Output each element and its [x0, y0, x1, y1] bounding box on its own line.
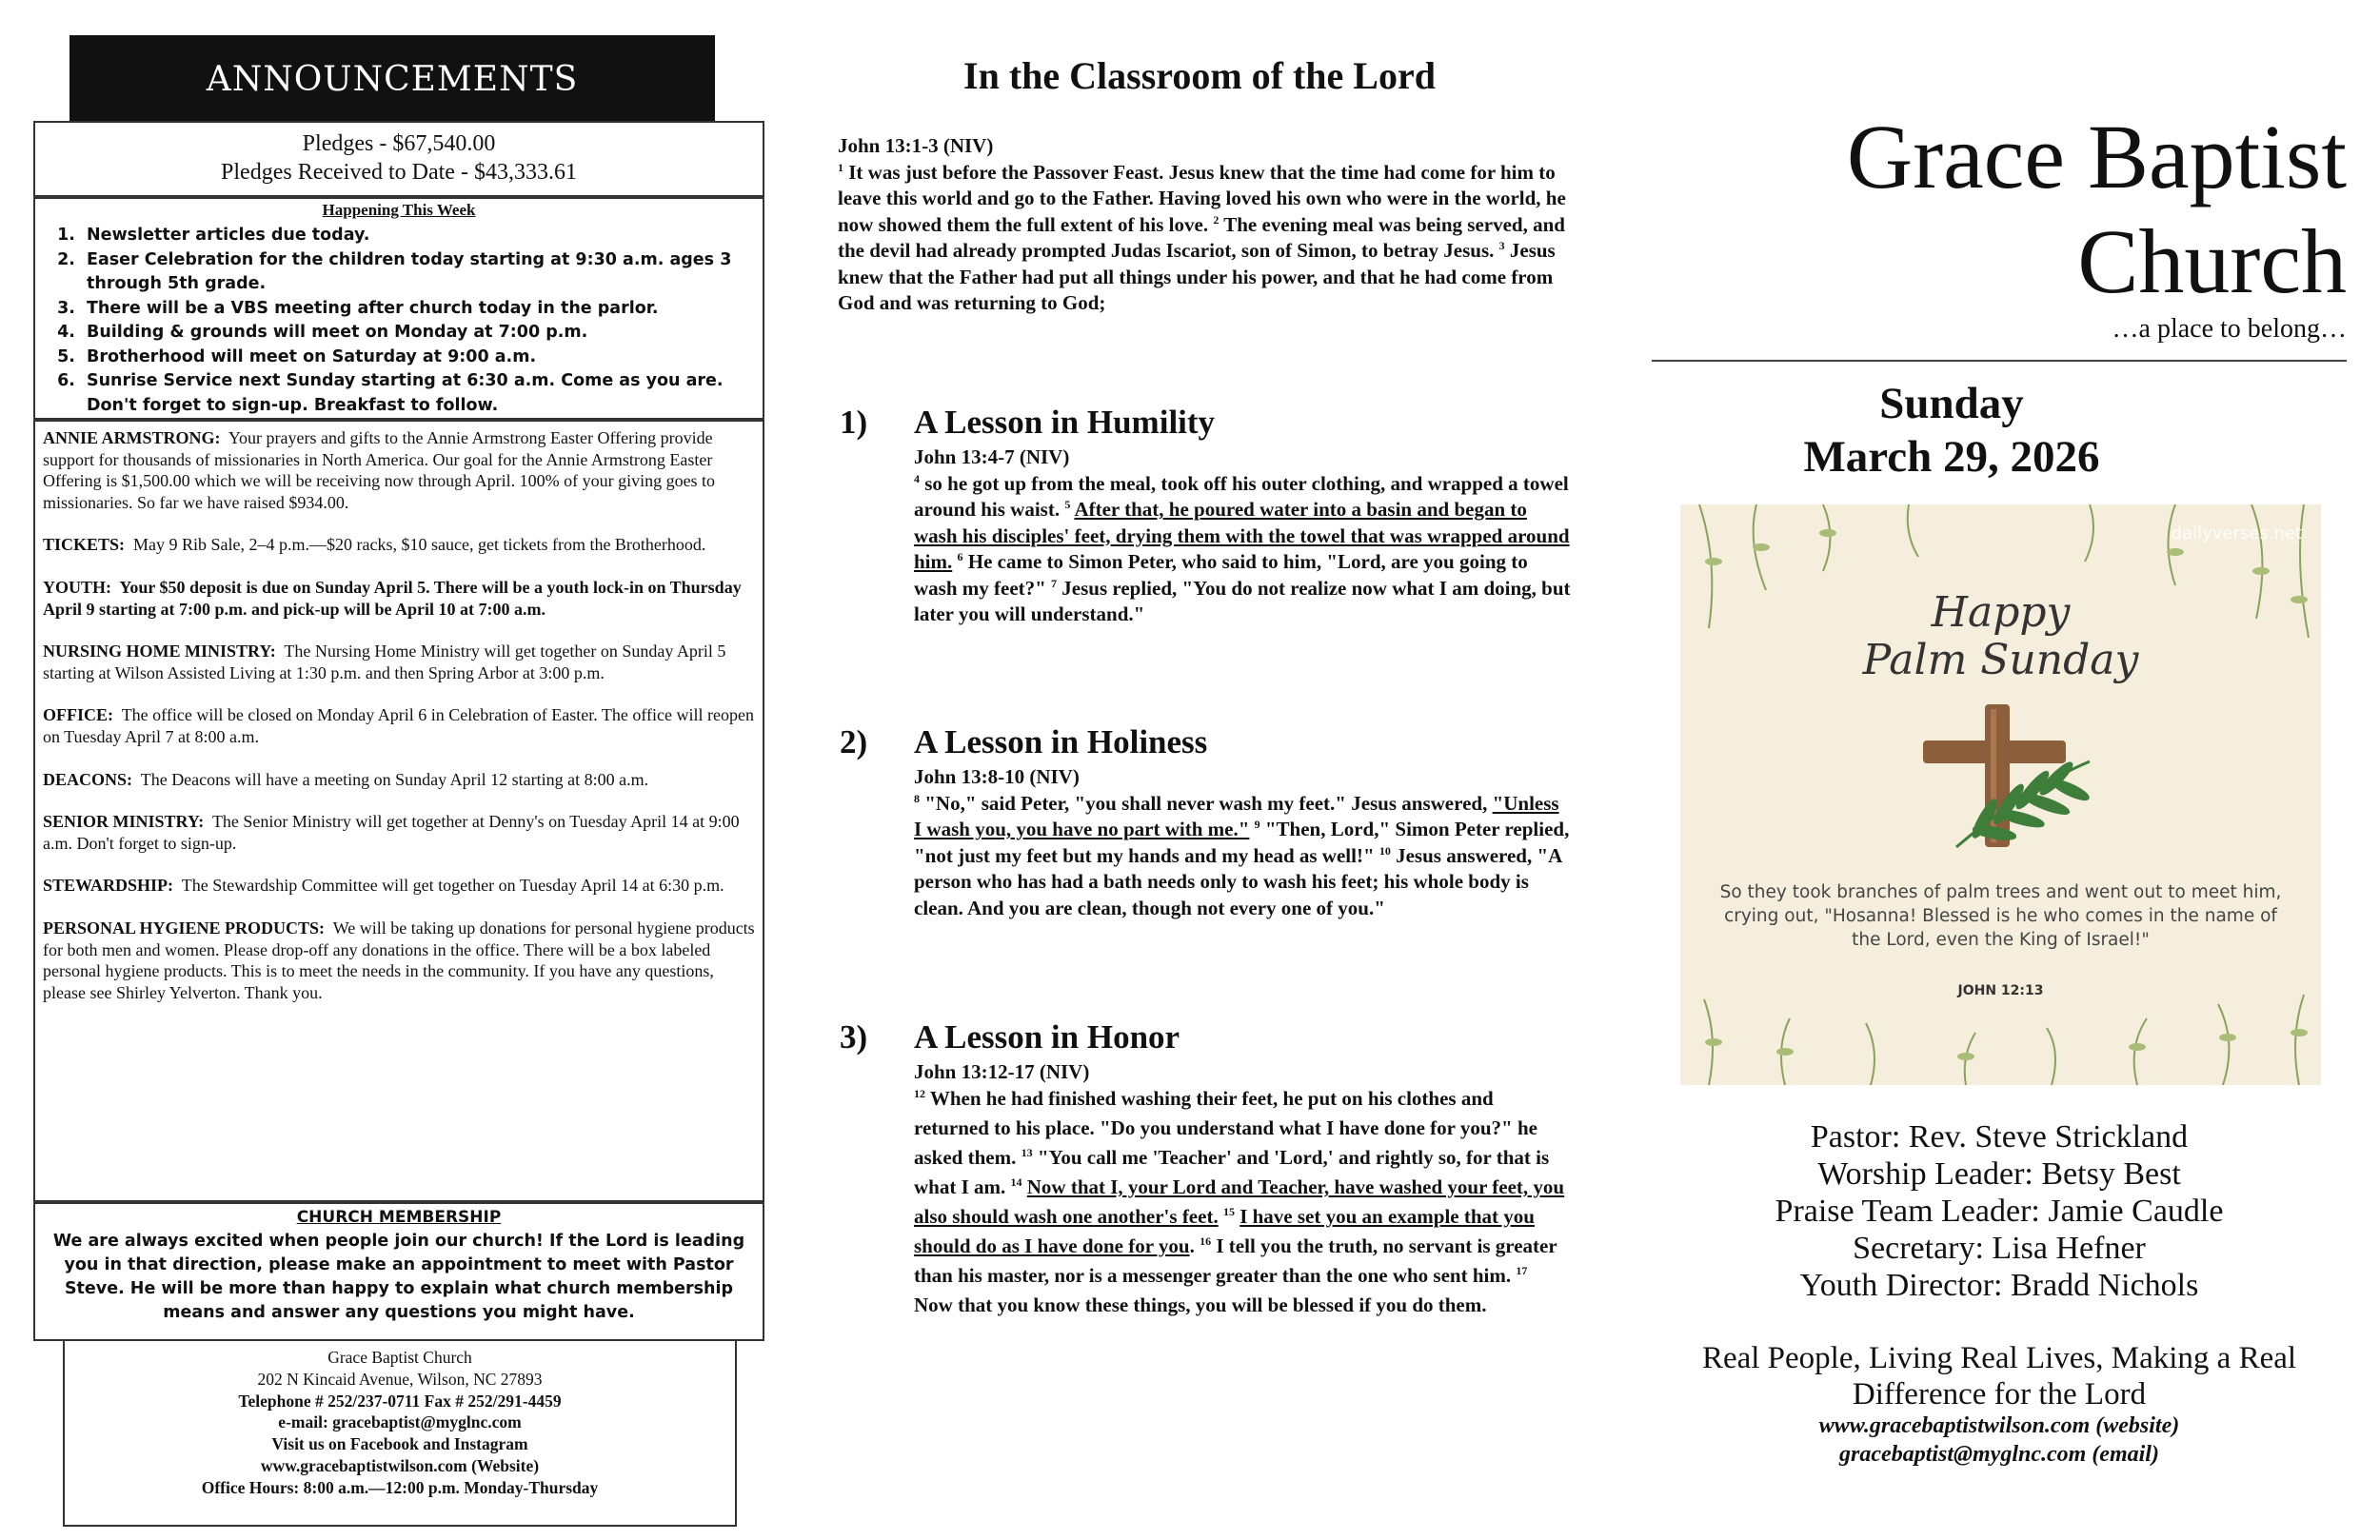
notice-tickets: [43, 534, 755, 556]
lesson-3-passage: [914, 1059, 1571, 1320]
notice-senior-ministry: [43, 811, 755, 854]
notice-text: The Stewardship Committee will get together on Tuesday April 14 at 6:30 p.m.: [181, 876, 724, 896]
notice-office: [43, 704, 755, 747]
notice-label: PERSONAL HYGIENE PRODUCTS:: [43, 918, 326, 938]
notice-label: ANNIE ARMSTRONG:: [43, 428, 221, 447]
service-date-text: March 29, 2026: [1803, 432, 2100, 482]
poster-happy: Happy: [1931, 588, 2071, 637]
notice-text: The Deacons will have a meeting on Sunday April 12 starting at 8:00 a.m.: [140, 769, 649, 789]
notice-label: TICKETS:: [43, 535, 126, 555]
lesson-1-text: $^4$ so he got up from the meal, took off his outer clothing, and wrapped a towel around his waist. $^5$ After that, he poured water into a basin and began to wash his disciples' feet, drying them with the towel that was wrapped around him. $^6$ He came to Simon Peter, who said to him, "Lord, are you going to wash my feet?" $^7$ Jesus replied, "You do not realize now what I am doing, but later you will understand.": [914, 471, 1571, 625]
notice-annie-armstrong: [43, 427, 755, 513]
notice-label: DEACONS:: [43, 769, 133, 789]
list-item: 6. Sunrise Service next Sunday starting at 6:30 a.m. Come as you are. Don't forget to sign-up. Breakfast to follow.: [81, 369, 755, 418]
lesson-2-text: $^8$ "No," said Peter, "you shall never wash my feet." Jesus answered, "Unless I wash you, you have no part with me." $^9$ "Then, Lord," Simon Peter replied, "not just my feet but my hands and my head as well!" $^{10}$ Jesus answered, "A person who has had a bath needs only to wash his feet; his whole body is clean. And you are clean, though not every one of you.": [914, 791, 1570, 919]
contact-web: [1652, 1412, 2347, 1469]
verse: "You call me 'Teacher' and 'Lord,' and rightly so, for that is what I am.: [914, 1146, 1550, 1198]
lesson-3-title: A Lesson in Honor: [914, 1018, 1180, 1056]
lesson-2-title: A Lesson in Holiness: [914, 723, 1208, 760]
membership-title: CHURCH MEMBERSHIP: [296, 1208, 502, 1227]
staff-worship-leader: Worship Leader: Betsy Best: [1817, 1156, 2181, 1192]
contact-name: Grace Baptist Church: [327, 1348, 472, 1367]
announcements-header: ANNOUNCEMENTS: [69, 35, 715, 121]
staff-praise-team-leader: Praise Team Leader: Jamie Caudle: [1775, 1194, 2224, 1229]
service-day: Sunday: [1879, 379, 2024, 428]
happening-this-week: [33, 197, 764, 420]
website-link[interactable]: www.gracebaptistwilson.com (website): [1818, 1413, 2180, 1438]
contact-address: 202 N Kincaid Avenue, Wilson, NC 27893: [257, 1369, 543, 1389]
notice-nursing-home: [43, 641, 755, 683]
verse-underlined: "Unless I wash you, you have no part with me.": [914, 791, 1559, 840]
verse: "No," said Peter, "you shall never wash my feet." Jesus answered,: [924, 791, 1488, 815]
service-date: [1652, 377, 2251, 484]
list-item: 2. Easer Celebration for the children today starting at 9:30 a.m. ages 3 through 5th grade.: [81, 248, 755, 297]
notice-text: We will be taking up donations for personal hygiene products for both men and women. Please drop-off any donations in the office. There will be a box labeled personal hygiene products. This is to meet the needs in the community. If you have any questions, please see Shirley Yelverton. Thank you.: [43, 918, 755, 1002]
poster-palm-sunday: Palm Sunday: [1862, 636, 2139, 684]
notice-label: OFFICE:: [43, 705, 113, 725]
intro-ref: John 13:1-3 (NIV): [838, 134, 994, 157]
palm-sunday-poster: [1680, 504, 2321, 1085]
happening-title: Happening This Week: [322, 201, 476, 219]
notice-label: STEWARDSHIP:: [43, 876, 174, 896]
palm-branch-icon: [1956, 760, 2090, 847]
church-name: [1847, 105, 2347, 314]
verse-underlined: I have set you an example that you should do as I have done for you: [914, 1205, 1535, 1257]
notice-deacons: [43, 769, 755, 791]
lesson-2-number: 2): [840, 723, 868, 760]
notice-stewardship: [43, 875, 755, 897]
lesson-3-text: $^{12}$ When he had finished washing their feet, he put on his clothes and returned to his place. "Do you understand what I have done for you?" he asked them. $^{13}$ "You call me 'Teacher' and 'Lord,' and rightly so, for that is what I am. $^{14}$ Now that I, your Lord and Teacher, have washed your feet, you also should wash one another's feet. $^{15}$ I have set you an example that you should do as I have done for you. $^{16}$ I tell you the truth, no servant is greater than his master, nor is a messenger greater than the one who sent him. $^{17}$ Now that you know these things, you will be blessed if you do them.: [914, 1087, 1565, 1316]
notice-text: The Nursing Home Ministry will get together on Sunday April 5 starting at Wilson Assisted Living at 1:30 p.m. and then Spring Arbor at 3:00 p.m.: [43, 642, 726, 682]
pledges-received: Pledges Received to Date - $43,333.61: [221, 160, 577, 185]
list-item: 4. Building & grounds will meet on Monday at 7:00 p.m.: [81, 321, 755, 346]
pledges-total: Pledges - $67,540.00: [302, 131, 496, 156]
verse: Jesus knew that the Father had put all things under his power, and that he had come from God and was returning to God;: [838, 239, 1556, 314]
notice-text: The office will be closed on Monday April 6 in Celebration of Easter. The office will reopen on Tuesday April 7 at 8:00 a.m.: [43, 705, 755, 746]
verse: He came to Simon Peter, who said to him, "Lord, are you going to wash my feet?": [914, 550, 1528, 600]
sermon-title: In the Classroom of the Lord: [963, 54, 1436, 97]
contact-website: www.gracebaptistwilson.com (Website): [260, 1455, 540, 1475]
verse: The evening meal was being served, and the devil had already prompted Judas Iscariot, son of Simon, to betray Jesus.: [838, 212, 1565, 262]
pledges-box: [33, 121, 764, 197]
email-link[interactable]: gracebaptist@myglnc.com (email): [1839, 1442, 2159, 1467]
lesson-3-ref: John 13:12-17 (NIV): [914, 1060, 1090, 1083]
church-membership-box: [33, 1202, 764, 1341]
lesson-2-passage: [914, 764, 1571, 921]
membership-text: We are always excited when people join our church! If the Lord is leading you in that direction, please make an appointment to meet with Pastor Steve. He will be more than happy to explain what church membership means and answer any questions you might have.: [52, 1232, 745, 1322]
notices-box: [33, 420, 764, 1202]
notice-youth: [43, 577, 755, 620]
staff-secretary: Secretary: Lisa Hefner: [1853, 1231, 2146, 1266]
divider: [1652, 360, 2347, 362]
notice-hygiene-products: [43, 918, 755, 1003]
verse: Jesus answered, "A person who has had a bath needs only to wash his feet; his whole body is clean. And you are clean, though not every one of you.": [914, 843, 1562, 919]
notice-text: Your $50 deposit is due on Sunday April 5. There will be a youth lock-in on Thursday April 9 starting at 7:00 p.m. and pick-up will be April 10 at 7:00 a.m.: [43, 577, 742, 619]
verse-underlined: Now that I, your Lord and Teacher, have washed your feet, you also should wash one another's feet.: [914, 1175, 1565, 1228]
list-item: 3. There will be a VBS meeting after church today in the parlor.: [81, 297, 755, 322]
verse: Now that you know these things, you will be blessed if you do them.: [914, 1293, 1487, 1316]
staff-pastor: Pastor: Rev. Steve Strickland: [1810, 1119, 2189, 1155]
lesson-1-title: A Lesson in Humility: [914, 404, 1216, 441]
intro-text: $^1$ It was just before the Passover Feast. Jesus knew that the time had come for him to leave this world and go to the Father. Having loved his own who were in the world, he now showed them the full extent of his love. $^2$ The evening meal was being served, and the devil had already prompted Judas Iscariot, son of Simon, to betray Jesus. $^3$ Jesus knew that the Father had put all things under his power, and that he had come from God and was returning to God;: [838, 160, 1566, 314]
verse: I tell you the truth, no servant is greater than his master, nor is a messenger greater than the one who sent him.: [914, 1234, 1557, 1287]
verse-underlined: After that, he poured water into a basin and began to wash his disciples' feet, drying them with the towel that was wrapped around him.: [914, 498, 1570, 573]
verse: When he had finished washing their feet, he put on his clothes and returned to his place. "Do you understand what I have done for you?" he asked them.: [914, 1087, 1537, 1169]
list-item: 1. Newsletter articles due today.: [81, 224, 755, 248]
lesson-2-ref: John 13:8-10 (NIV): [914, 765, 1080, 788]
church-name-line-2: Church: [2077, 210, 2347, 312]
staff-list: [1652, 1118, 2347, 1304]
lesson-1-passage: [914, 444, 1571, 628]
poster-quote: So they took branches of palm trees and went out to meet him, crying out, "Hosanna! Blessed is he who comes in the name of the Lord, even the King of Israel!": [1719, 882, 2282, 950]
verse: Jesus replied, "You do not realize now what I am doing, but later you will understand.": [914, 576, 1571, 625]
contact-email: e-mail: gracebaptist@myglnc.com: [278, 1412, 522, 1432]
tagline: …a place to belong…: [2112, 314, 2347, 344]
verse: It was just before the Passover Feast. Jesus knew that the time had come for him to leave this world and go to the Father. Having loved his own who were in the world, he now showed them the full extent of his love.: [838, 160, 1566, 236]
notice-label: SENIOR MINISTRY:: [43, 812, 205, 832]
contact-phone: Telephone # 252/237-0711 Fax # 252/291-4459: [238, 1391, 562, 1411]
notice-text: May 9 Rib Sale, 2–4 p.m.—$20 racks, $10 sauce, get tickets from the Brotherhood.: [133, 535, 706, 555]
notice-text: The Senior Ministry will get together at Denny's on Tuesday April 14 at 9:00 a.m. Don't forget to sign-up.: [43, 812, 740, 853]
contact-hours: Office Hours: 8:00 a.m.—12:00 p.m. Monday-Thursday: [201, 1477, 599, 1497]
lesson-1-ref: John 13:4-7 (NIV): [914, 445, 1070, 468]
verse: "Then, Lord," Simon Peter replied, "not just my feet but my hands and my head as well!": [914, 818, 1570, 867]
church-motto: Real People, Living Real Lives, Making a Real Difference for the Lord: [1701, 1341, 2297, 1412]
poster-watermark: dailyverses.net: [2171, 523, 2302, 543]
church-name-line-1: Grace Baptist: [1846, 106, 2347, 207]
contact-social: Visit us on Facebook and Instagram: [271, 1434, 528, 1454]
lesson-3-number: 3): [840, 1018, 868, 1056]
staff-youth-director: Youth Director: Bradd Nichols: [1799, 1268, 2199, 1303]
verse: so he got up from the meal, took off his outer clothing, and wrapped a towel around his waist.: [914, 471, 1569, 521]
contact-box: [63, 1341, 737, 1527]
notice-text: Your prayers and gifts to the Annie Armstrong Easter Offering provide support for thousands of missionaries in North America. Our goal for the Annie Armstrong Easter Offering is $1,500.00 which we will be receiving now through April. 100% of your giving goes to missionaries. So far we have raised $934.00.: [43, 428, 716, 512]
intro-passage: [838, 133, 1571, 317]
lesson-1-number: 1): [840, 404, 868, 441]
notice-label: YOUTH:: [43, 577, 111, 597]
notice-label: NURSING HOME MINISTRY:: [43, 642, 276, 661]
list-item: 5. Brotherhood will meet on Saturday at 9:00 a.m.: [81, 346, 755, 370]
poster-quote-ref: JOHN 12:13: [1957, 983, 2044, 998]
